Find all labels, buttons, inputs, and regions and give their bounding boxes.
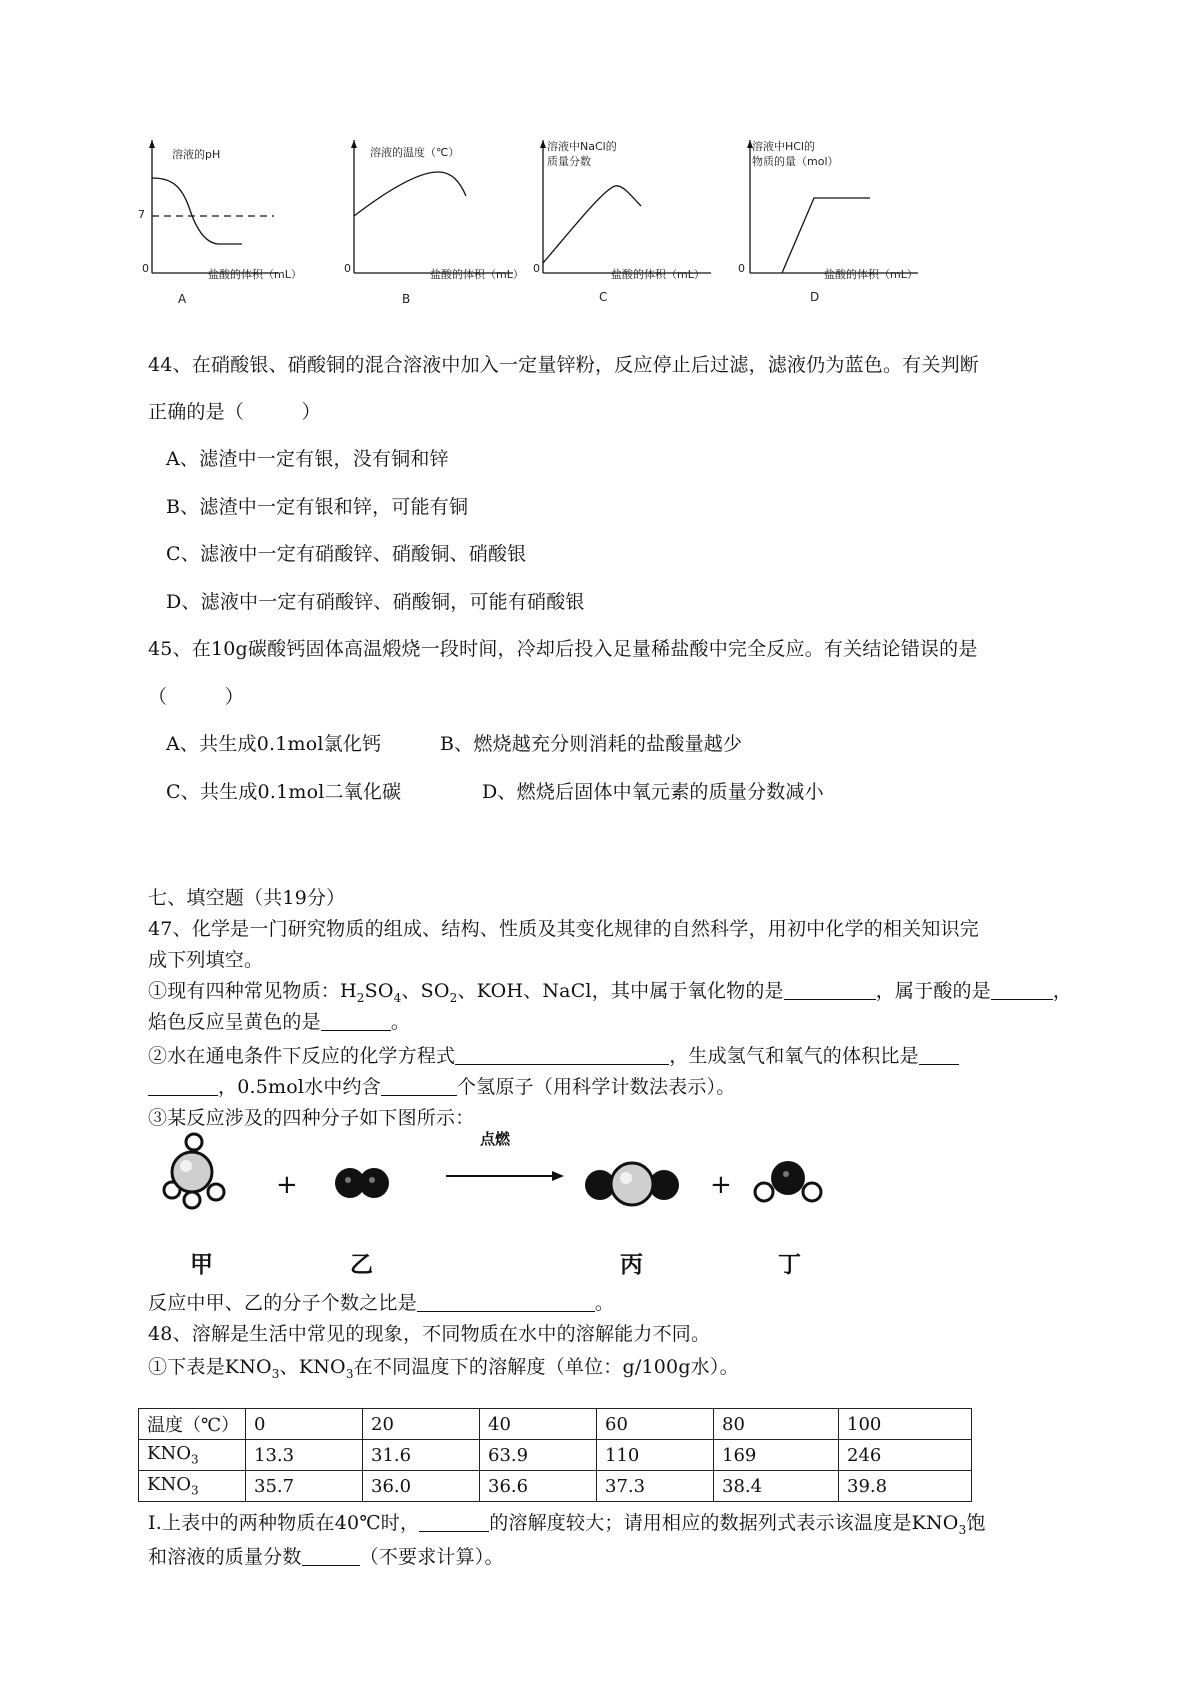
q44-stem-line-2: 正确的是（ ） <box>148 401 321 423</box>
q45-option-a: A、共生成0.1mol氯化钙 <box>166 733 382 755</box>
table-header-cell: 60 <box>597 1409 714 1440</box>
graph-d-ylabel-1: 溶液中HCl的 <box>752 140 816 153</box>
table-cell: 39.8 <box>839 1471 972 1502</box>
q47-volume-ratio-blank-a[interactable] <box>919 1046 959 1065</box>
table-row <box>139 1471 972 1502</box>
solubility-table <box>138 1408 972 1502</box>
q44-option-d: D、滤液中一定有硝酸锌、硝酸铜，可能有硝酸银 <box>166 591 585 613</box>
table-header-cell: 80 <box>714 1409 839 1440</box>
reaction-molecules <box>150 1128 850 1278</box>
q48-stem: 48、溶解是生活中常见的现象，不同物质在水中的溶解能力不同。 <box>148 1323 711 1345</box>
q45-stem-line-2: （ ） <box>148 686 245 708</box>
q47-volume-ratio-blank-b[interactable] <box>148 1077 218 1096</box>
graph-a-ph7-label: 7 <box>138 208 145 221</box>
q45-option-b: B、燃烧越充分则消耗的盐酸量越少 <box>440 733 743 755</box>
label-jia: 甲 <box>190 1252 213 1278</box>
q44-stem-line-1: 44、在硝酸银、硝酸铜的混合溶液中加入一定量锌粉，反应停止后过滤，滤液仍为蓝色。有关判断 <box>148 354 979 376</box>
table-cell: 38.4 <box>714 1471 839 1502</box>
graph-d-letter: D <box>810 290 820 304</box>
graph-c-ylabel-2: 质量分数 <box>547 155 591 168</box>
table-header-row <box>139 1409 972 1440</box>
q47-part-3: ③某反应涉及的四种分子如下图所示： <box>148 1107 475 1129</box>
graph-b-xlabel: 盐酸的体积（mL） <box>430 268 524 281</box>
q47-part-1-line-1: ①现有四种常见物质：$H_2SO_4$、$SO_2$、KOH、NaCl，其中属于氧化物的是 ，属于酸的是 ， <box>148 980 1073 1005</box>
q47-flame-blank[interactable] <box>321 1012 391 1031</box>
graph-c-ylabel-1: 溶液中NaCl的 <box>547 140 617 153</box>
reaction-condition: 点燃 <box>480 1130 511 1148</box>
q47-ratio-blank[interactable] <box>417 1293 595 1312</box>
table-row-label: $KNO_3$ <box>139 1440 246 1471</box>
table-cell: 36.0 <box>363 1471 480 1502</box>
graph-a-letter: A <box>178 292 187 306</box>
table-cell: 246 <box>839 1440 972 1471</box>
table-cell: 169 <box>714 1440 839 1471</box>
section-7-heading: 七、填空题（共19分） <box>148 887 346 909</box>
graph-d-ylabel-2: 物质的量（mol） <box>752 155 839 168</box>
graph-d-xlabel: 盐酸的体积（mL） <box>824 268 918 281</box>
table-cell: 110 <box>597 1440 714 1471</box>
q47-ratio-line: 反应中甲、乙的分子个数之比是 。 <box>148 1292 615 1314</box>
molecule-yi <box>335 1168 389 1198</box>
table-cell: 13.3 <box>246 1440 363 1471</box>
graph-a-xlabel: 盐酸的体积（mL） <box>208 268 302 281</box>
table-cell: 37.3 <box>597 1471 714 1502</box>
reaction-diagram <box>150 1128 850 1278</box>
table-row-label: $KNO_3$ <box>139 1471 246 1502</box>
q47-part-2-line-1: ②水在通电条件下反应的化学方程式 ，生成氢气和氧气的体积比是 <box>148 1041 959 1068</box>
q47-part-1-line-2: 焰色反应呈黄色的是 。 <box>148 1011 411 1033</box>
molecule-ding <box>755 1161 821 1201</box>
graph-b-ylabel: 溶液的温度（℃） <box>370 146 460 159</box>
graph-b-plot <box>338 138 553 338</box>
graph-c <box>533 138 748 338</box>
table-header-cell: 20 <box>363 1409 480 1440</box>
table-row <box>139 1440 972 1471</box>
molecule-bing <box>585 1163 679 1205</box>
q47-stem-line-2: 成下列填空。 <box>148 949 264 971</box>
plus-sign-1: + <box>276 1170 298 1200</box>
q47-stem-line-1: 47、化学是一门研究物质的组成、结构、性质及其变化规律的自然科学，用初中化学的相关知识完 <box>148 918 979 940</box>
label-ding: 丁 <box>778 1252 801 1278</box>
q45-stem-line-1: 45、在10g碳酸钙固体高温煅烧一段时间，冷却后投入足量稀盐酸中完全反应。有关结论错误的是 <box>148 638 978 660</box>
q47-oxide-blank[interactable] <box>784 981 876 1000</box>
graph-c-letter: C <box>599 290 608 304</box>
q44-option-a: A、滤渣中一定有银，没有铜和锌 <box>166 448 449 470</box>
table-cell: 36.6 <box>480 1471 597 1502</box>
table-header-cell: 0 <box>246 1409 363 1440</box>
graph-d <box>738 138 953 338</box>
q48-larger-solubility-blank[interactable] <box>419 1513 489 1532</box>
q47-acid-blank[interactable] <box>991 981 1053 1000</box>
q47-hydrogen-atoms-blank[interactable] <box>381 1077 457 1096</box>
table-cell: 63.9 <box>480 1440 597 1471</box>
q48-mass-fraction-blank[interactable] <box>302 1547 360 1566</box>
graph-b-origin: 0 <box>344 262 351 275</box>
graph-b <box>338 138 553 338</box>
graph-a <box>138 138 353 338</box>
label-yi: 乙 <box>350 1252 373 1278</box>
table-header-cell: 40 <box>480 1409 597 1440</box>
q45-option-c: C、共生成0.1mol二氧化碳 <box>166 781 402 803</box>
q48-part-i-line-2: 和溶液的质量分数 （不要求计算）。 <box>148 1546 504 1568</box>
graph-b-letter: B <box>402 292 411 306</box>
graph-a-origin: 0 <box>142 262 149 275</box>
molecule-jia <box>164 1134 224 1208</box>
graph-d-origin: 0 <box>738 262 745 275</box>
q44-option-c: C、滤液中一定有硝酸锌、硝酸铜、硝酸银 <box>166 543 527 565</box>
q47-equation-blank[interactable] <box>455 1046 669 1065</box>
q48-part-i-line-1: I.上表中的两种物质在40℃时， 的溶解度较大；请用相应的数据列式表示该温度是$KNO_3$饱 <box>148 1512 986 1537</box>
graph-a-plot <box>138 138 353 338</box>
graph-row <box>138 138 1078 338</box>
table-cell: 31.6 <box>363 1440 480 1471</box>
q44-option-b: B、滤渣中一定有银和锌，可能有铜 <box>166 496 469 518</box>
q45-option-d: D、燃烧后固体中氧元素的质量分数减小 <box>482 781 824 803</box>
table-header-cell: 温度（℃） <box>139 1409 246 1440</box>
graph-c-xlabel: 盐酸的体积（mL） <box>611 268 705 281</box>
q48-table-intro: ①下表是$KNO_3$、$KNO_3$在不同温度下的溶解度（单位：g/100g水）。 <box>148 1356 739 1381</box>
table-cell: 35.7 <box>246 1471 363 1502</box>
graph-a-ylabel: 溶液的pH <box>172 148 221 161</box>
plus-sign-2: + <box>710 1170 732 1200</box>
graph-c-origin: 0 <box>533 262 540 275</box>
q47-part-2-line-2: ，0.5mol水中约含 个氢原子（用科学计数法表示）。 <box>148 1072 735 1099</box>
label-bing: 丙 <box>620 1252 643 1278</box>
table-header-cell: 100 <box>839 1409 972 1440</box>
